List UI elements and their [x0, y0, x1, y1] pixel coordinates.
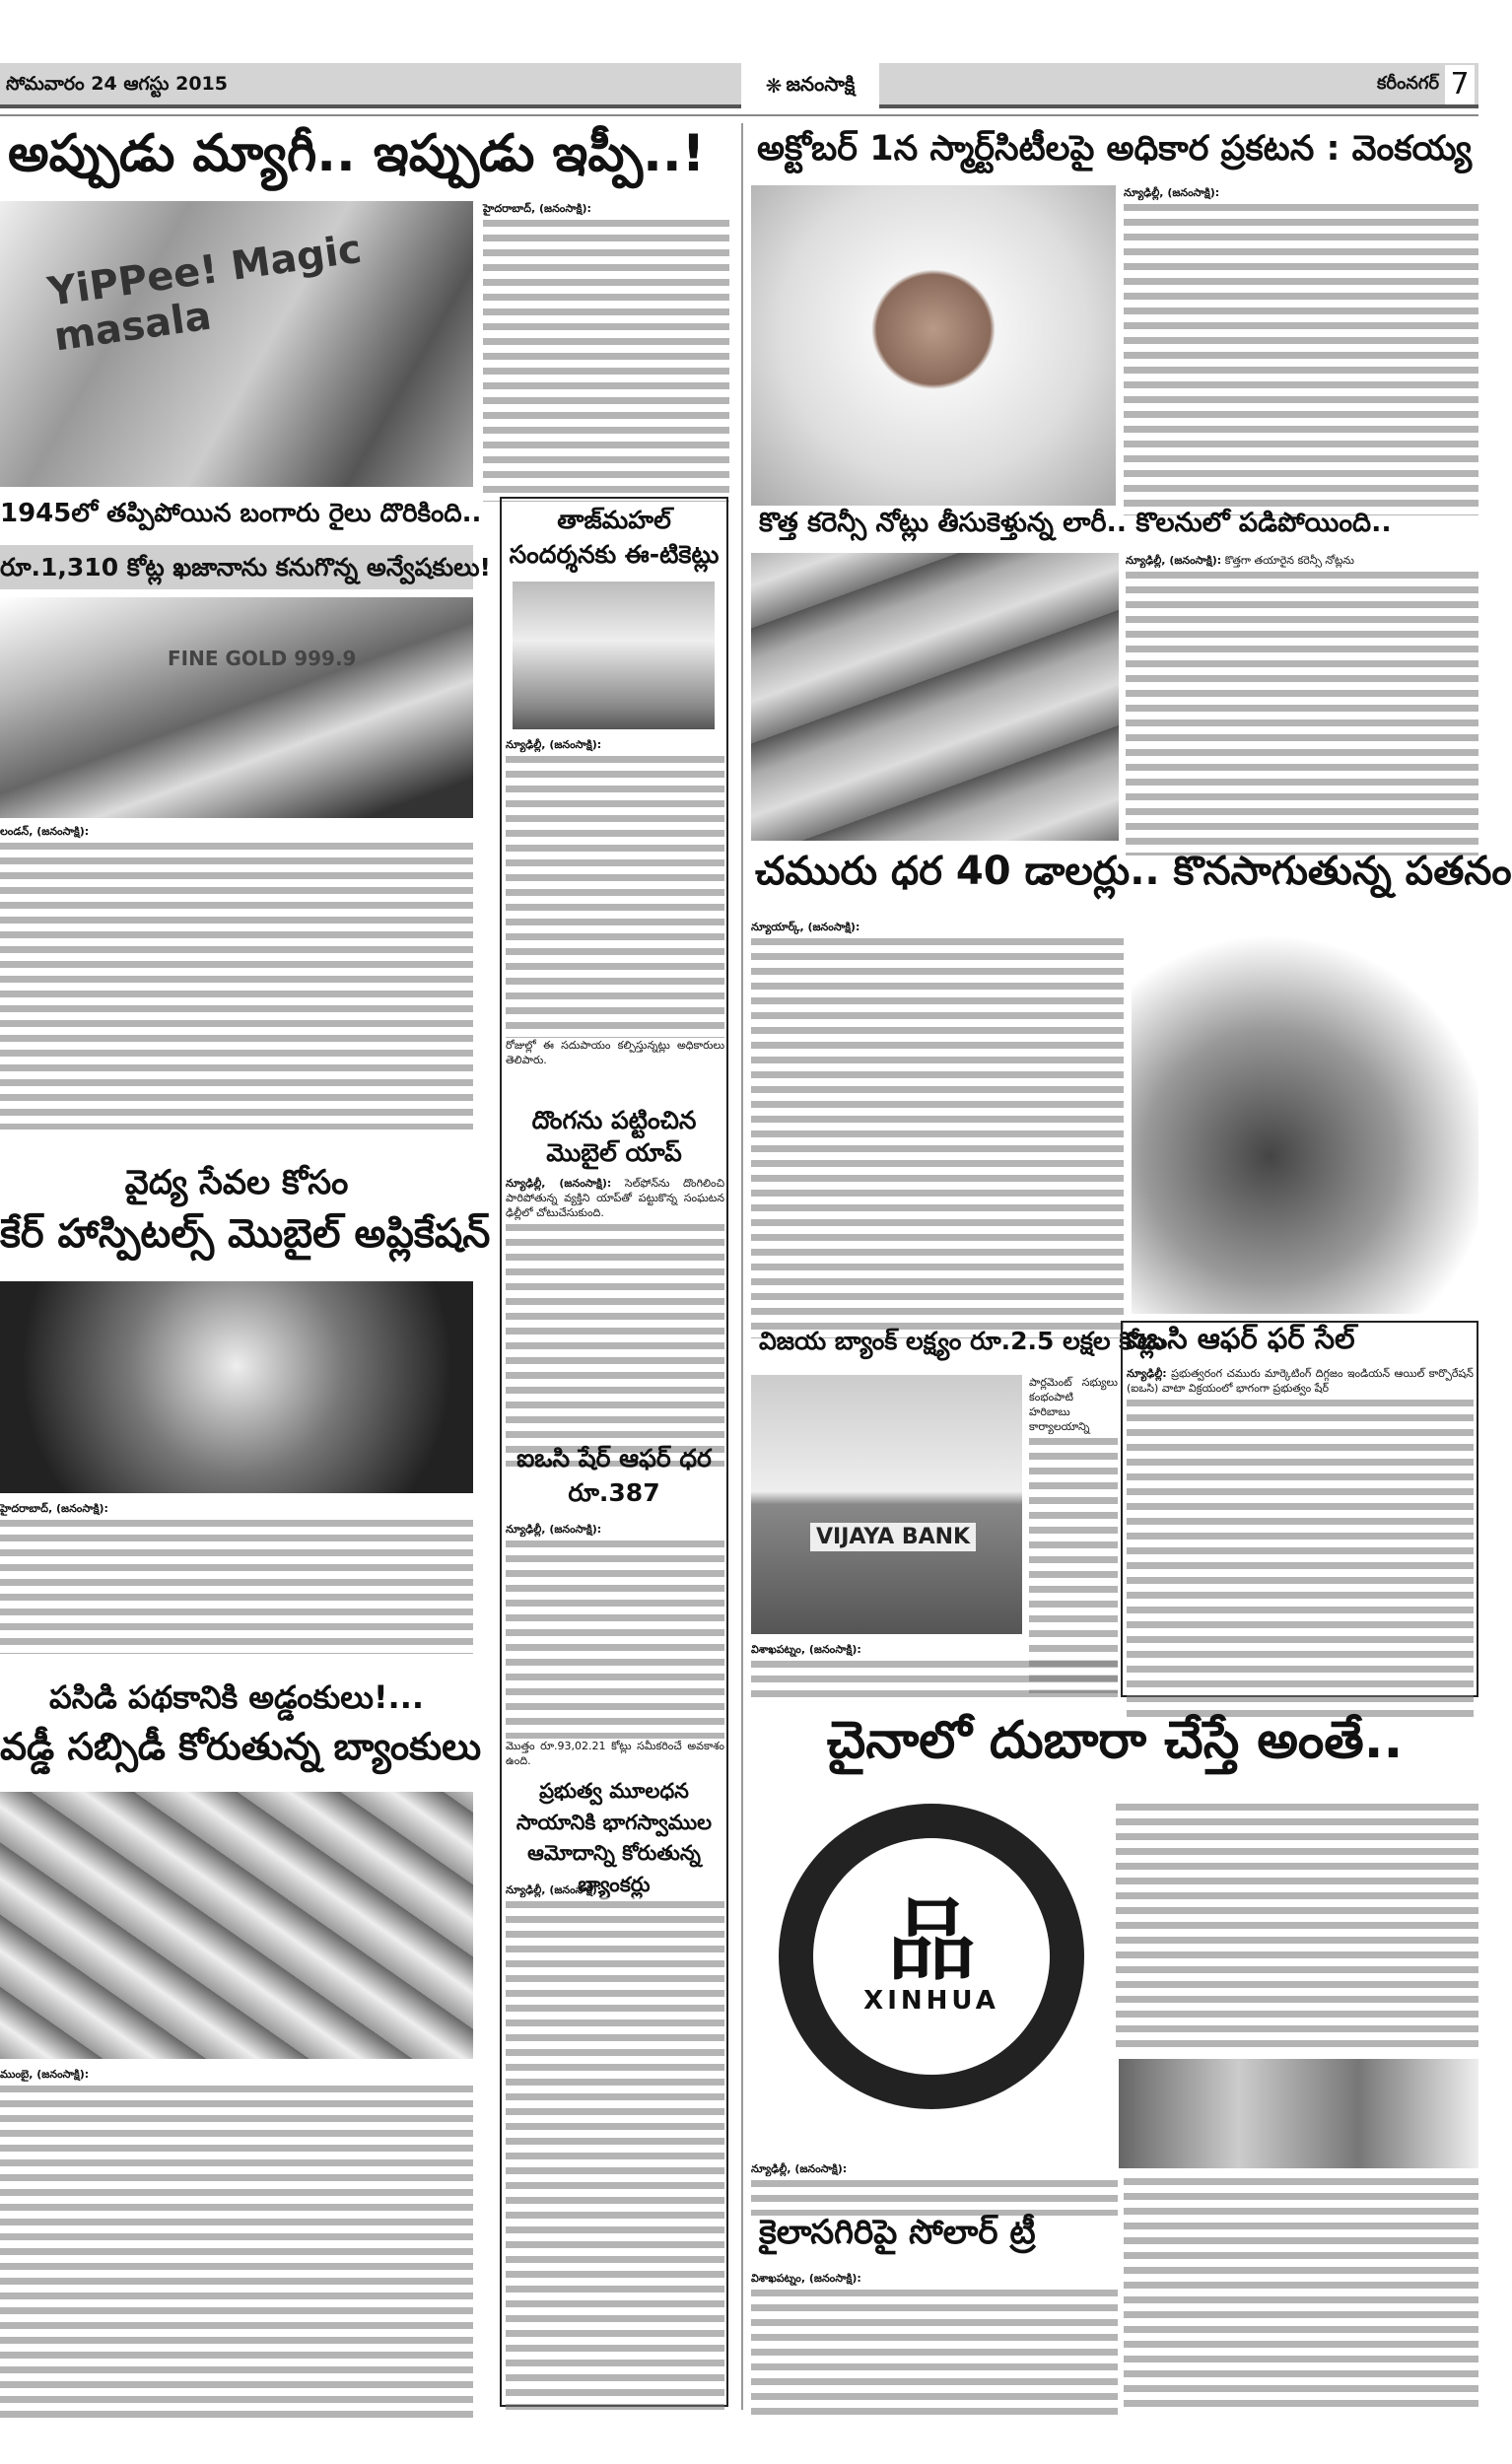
article-body-currency: న్యూఢిల్లీ, (జనంసాక్షి): కొత్తగా తయారైన కరెన్సీ నోట్లను — [1126, 553, 1478, 841]
article-body-vijaya-side: పార్లమెంట్ సభ్యులు కంభంపాటి హరిబాబు కార్యాలయాన్ని — [1029, 1375, 1118, 1634]
headline-taj-etickets: తాజ్‌మహల్ సందర్శనకు ఈ-టికెట్లు — [509, 506, 720, 569]
article-body-gold-scheme: ముంబై, (జనంసాక్షి): — [0, 2067, 473, 2407]
edition-city: కరీంనగర్ — [1377, 73, 1439, 94]
headline-thief-app: దొంగను పట్టించిన మొబైల్ యాప్ — [531, 1106, 697, 1167]
masthead-bar — [0, 63, 1478, 108]
headline-ioc-price: ఐఒసి షేర్ ఆఫర్ ధర రూ.387 — [516, 1444, 712, 1507]
article-body-gold: లండన్, (జనంసాక్షి): — [0, 824, 473, 1115]
article-body-solar-right — [1124, 2174, 1478, 2407]
headline-china: చైనాలో దుబారా చేస్తే అంతే.. — [826, 1711, 1404, 1770]
issue-date: సోమవారం 24 ఆగస్టు 2015 — [6, 73, 228, 95]
article-body-capital: న్యూఢిల్లీ, (జనంసాక్షి): — [506, 1882, 724, 2395]
article-body-ioc-price: న్యూఢిల్లీ, (జనంసాక్షి): మొత్తం రూ.93,02.21 కోట్లు సమీకరించే అవకాశం ఉంది. — [506, 1523, 724, 1767]
article-body-oil: న్యూయార్క్, (జనంసాక్షి): — [751, 920, 1124, 1324]
headline-gold-train: 1945లో తప్పిపోయిన బంగారు రైలు దొరికింది.. — [0, 499, 482, 528]
photo-currency-notes — [751, 553, 1119, 841]
article-body-taj: న్యూఢిల్లీ, (జనంసాక్షి): రోజుల్లో ఈ సదుపాయం కల్పిస్తున్నట్లు అధికారులు తెలిపారు. — [506, 738, 724, 1066]
headline-banks-subsidy: వడ్డీ సబ్సిడీ కోరుతున్న బ్యాంకులు — [0, 1725, 482, 1768]
photo-festival-stage — [1119, 2059, 1478, 2168]
photo-taj-mahal — [513, 582, 715, 729]
photo-venkaiah-naidu — [751, 185, 1116, 506]
article-body-solar: విశాఖపట్నం, (జనంసాక్షి): — [751, 2271, 1118, 2407]
article-body-china-right — [1116, 1800, 1478, 2051]
xinhua-emblem-icon: 品 — [887, 1889, 976, 1993]
photo-mobile-app — [0, 1281, 473, 1493]
kicker-gold-scheme: పసిడి పథకానికి అడ్డంకులు!... — [48, 1678, 425, 1716]
photo-gold-jewellery — [0, 1792, 473, 2059]
headline-ioc-ofs: ఐఒసి ఆఫర్ ఫర్ సేల్ — [1126, 1322, 1355, 1355]
article-body-ioc-ofs: న్యూఢిల్లీ: ప్రభుత్వరంగ చమురు మార్కెటింగ్ దిగ్గజం ఇండియన్ ఆయిల్ కార్పొరేషన్ (ఐఒసి) వాటా విక్రయంలో భాగంగా ప్రభుత్వం షేర్ — [1127, 1366, 1474, 1691]
article-body-care: హైదరాబాద్, (జనంసాక్షి): — [0, 1501, 473, 1639]
headline-vijaya-bank: విజయ బ్యాంక్ లక్ష్యం రూ.2.5 లక్షల కోట్లు — [759, 1327, 1165, 1355]
logo-emblem-icon: ❋ — [765, 74, 783, 98]
headline-bank-capital: ప్రభుత్వ మూలధన సాయానికి భాగస్వాముల ఆమోదాన్ని కోరుతున్న బ్యాంకర్లు — [515, 1779, 713, 1896]
photo-yippee-noodles: YiPPee! Magic masala — [0, 201, 473, 487]
photo-oil-barrels-chart — [1132, 920, 1478, 1314]
article-body-vijaya: విశాఖపట్నం, (జనంసాక్షి): — [751, 1642, 1118, 1689]
headline-smart-cities: అక్టోబర్ 1న స్మార్ట్‌సిటీలపై అధికార ప్రకటన : వెంకయ్య — [757, 129, 1473, 169]
headline-currency-lorry: కొత్త కరెన్సీ నోట్లు తీసుకెళ్తున్న లారీ.. కొలనులో పడిపోయింది.. — [759, 508, 1392, 538]
page-number: 7 — [1445, 65, 1475, 104]
subhead-gold-train: రూ.1,310 కోట్ల ఖజానాను కనుగొన్న అన్వేషకులు! — [0, 545, 473, 589]
headline-solar-tree: కైలాసగిరిపై సోలార్ ట్రీ — [759, 2213, 1036, 2252]
headline-care-hospitals: కేర్ హాస్పిటల్స్ మొబైల్ అప్లికేషన్ — [0, 1211, 491, 1257]
article-body-china: న్యూఢిల్లీ, (జనంసాక్షి): — [751, 2161, 1118, 2201]
headline-oil-price: చమురు ధర 40 డాలర్లు.. కొనసాగుతున్న పతనం — [755, 849, 1512, 894]
photo-vijaya-bank-building: VIJAYA BANK — [751, 1375, 1022, 1634]
xinhua-logo: 品 XINHUA — [779, 1804, 1084, 2109]
column-divider — [741, 123, 743, 2410]
article-body-thief: న్యూఢిల్లీ, (జనంసాక్షి): సెల్‌ఫోన్‌ను దొంగిలించి పారిపోతున్న వ్యక్తిని యాప్‌తో పట్టుకొన్న సంఘటన ఢిల్లీలో చోటుచేసుకుంది. — [506, 1176, 724, 1422]
article-body-maggi: హైదరాబాద్, (జనంసాక్షి): — [483, 201, 729, 487]
photo-gold-bars: FINE GOLD 999.9 — [0, 597, 473, 818]
newspaper-logo: ❋ జనంసాక్షి — [741, 63, 879, 108]
divider — [0, 114, 1478, 116]
headline-maggi: అప్పుడు మ్యాగీ.. ఇప్పుడు ఇప్పీ..! — [8, 124, 706, 183]
article-body-smart-cities: న్యూఢిల్లీ, (జనంసాక్షి): — [1124, 185, 1478, 501]
kicker-care: వైద్య సేవల కోసం — [124, 1163, 349, 1202]
